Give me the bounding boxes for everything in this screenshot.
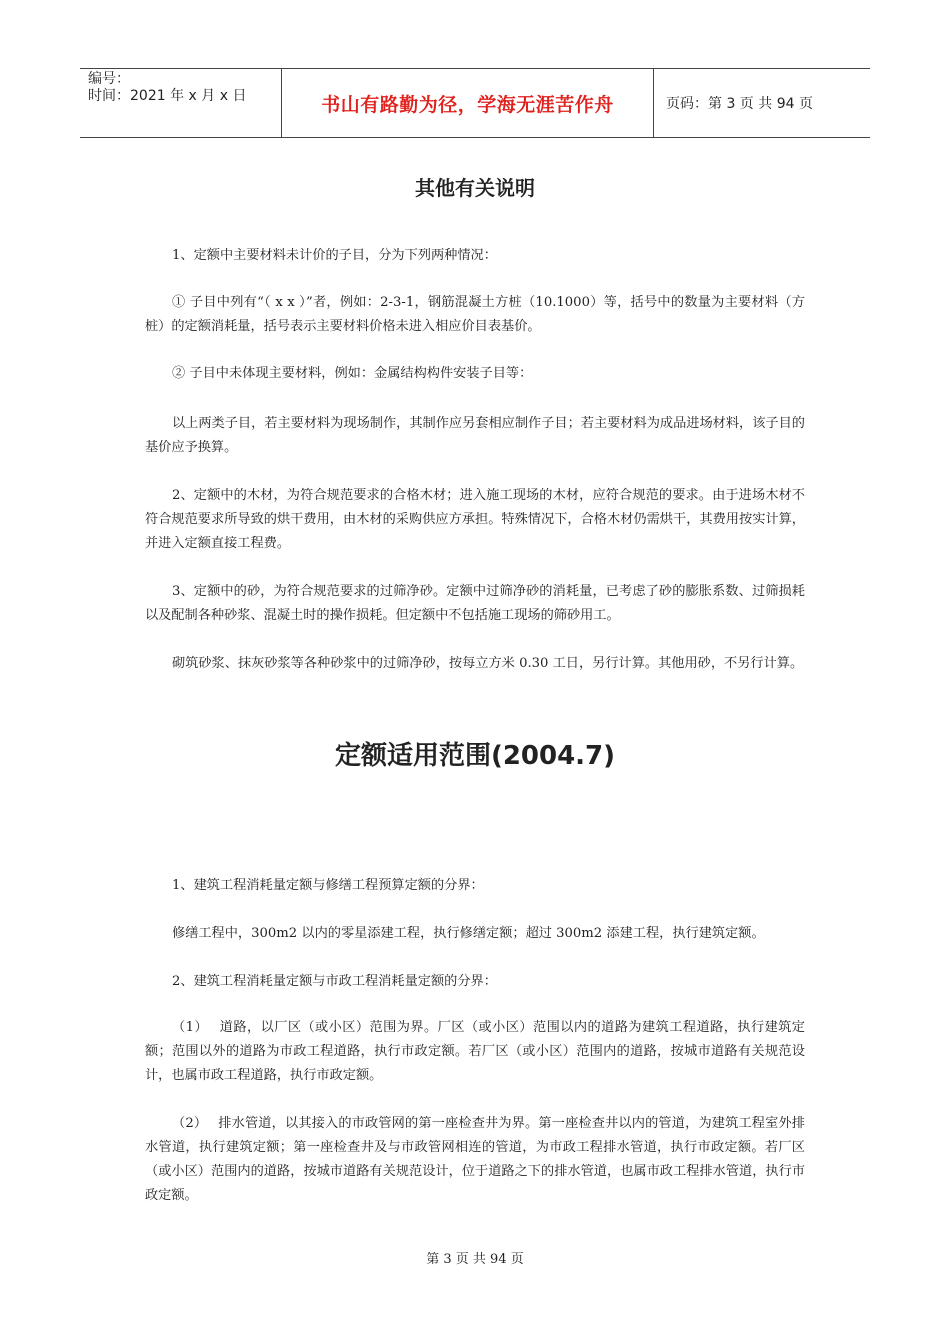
paragraph: ① 子目中列有“（ x x ）”者，例如：2-3-1，钢筋混凝土方桩（10.1000）等，括号中的数量为主要材料（方桩）的定额消耗量，括号表示主要材料价格未进入相应价目表基价。 (145, 295, 805, 334)
header-meta (80, 69, 282, 137)
section-title-scope: 定额适用范围(2004.7) (334, 741, 616, 771)
header-motto: 书山有路勤为径，学海无涯苦作舟 (282, 69, 654, 137)
paragraph: （1） 道路，以厂区（或小区）范围为界。厂区（或小区）范围以内的道路为建筑工程道路，执行建筑定额；范围以外的道路为市政工程道路，执行市政定额。若厂区（或小区）范围内的道路，按城市道路有关规范设计，也属市政工程道路，执行市政定额。 (145, 1020, 805, 1083)
paragraph: 2、建筑工程消耗量定额与市政工程消耗量定额的分界： (172, 974, 497, 989)
document-date-label: 时间：2021 年 x 月 x 日 (88, 88, 247, 104)
paragraph: 1、定额中主要材料未计价的子目，分为下列两种情况： (172, 248, 497, 263)
paragraph: （2） 排水管道，以其接入的市政管网的第一座检查井为界。第一座检查井以内的管道，为建筑工程室外排水管道，执行建筑定额；第一座检查井及与市政管网相连的管道，为市政工程排水管道，执行市政定额。若厂区（或小区）范围内的道路，按城市道路有关规范设计，位于道路之下的排水管道，也属市政工程排水管道，执行市政定额。 (145, 1116, 805, 1203)
paragraph: 1、建筑工程消耗量定额与修缮工程预算定额的分界： (172, 878, 484, 893)
document-number-label: 编号： (88, 71, 130, 87)
section-title-other-notes: 其他有关说明 (415, 176, 535, 200)
paragraph: ② 子目中未体现主要材料，例如：金属结构构件安装子目等： (172, 366, 533, 381)
paragraph: 修缮工程中，300m2 以内的零星添建工程，执行修缮定额；超过 300m2 添建工程，执行建筑定额。 (172, 926, 765, 941)
paragraph: 以上两类子目，若主要材料为现场制作，其制作应另套相应制作子目；若主要材料为成品进场材料，该子目的基价应予换算。 (145, 416, 805, 455)
header-page-number: 页码：第 3 页 共 94 页 (666, 96, 813, 112)
paragraph: 2、定额中的木材，为符合规范要求的合格木材；进入施工现场的木材，应符合规范的要求。由于进场木材不符合规范要求所导致的烘干费用，由木材的采购供应方承担。特殊情况下，合格木材仍需烘干，其费用按实计算，并进入定额直接工程费。 (145, 488, 805, 551)
page-footer: 第 3 页 共 94 页 (426, 1252, 524, 1267)
paragraph: 3、定额中的砂，为符合规范要求的过筛净砂。定额中过筛净砂的消耗量，已考虑了砂的膨胀系数、过筛损耗以及配制各种砂浆、混凝土时的操作损耗。但定额中不包括施工现场的筛砂用工。 (145, 584, 805, 623)
paragraph: 砌筑砂浆、抹灰砂浆等各种砂浆中的过筛净砂，按每立方米 0.30 工日，另行计算。其他用砂，不另行计算。 (172, 656, 804, 671)
page-header (80, 68, 870, 138)
